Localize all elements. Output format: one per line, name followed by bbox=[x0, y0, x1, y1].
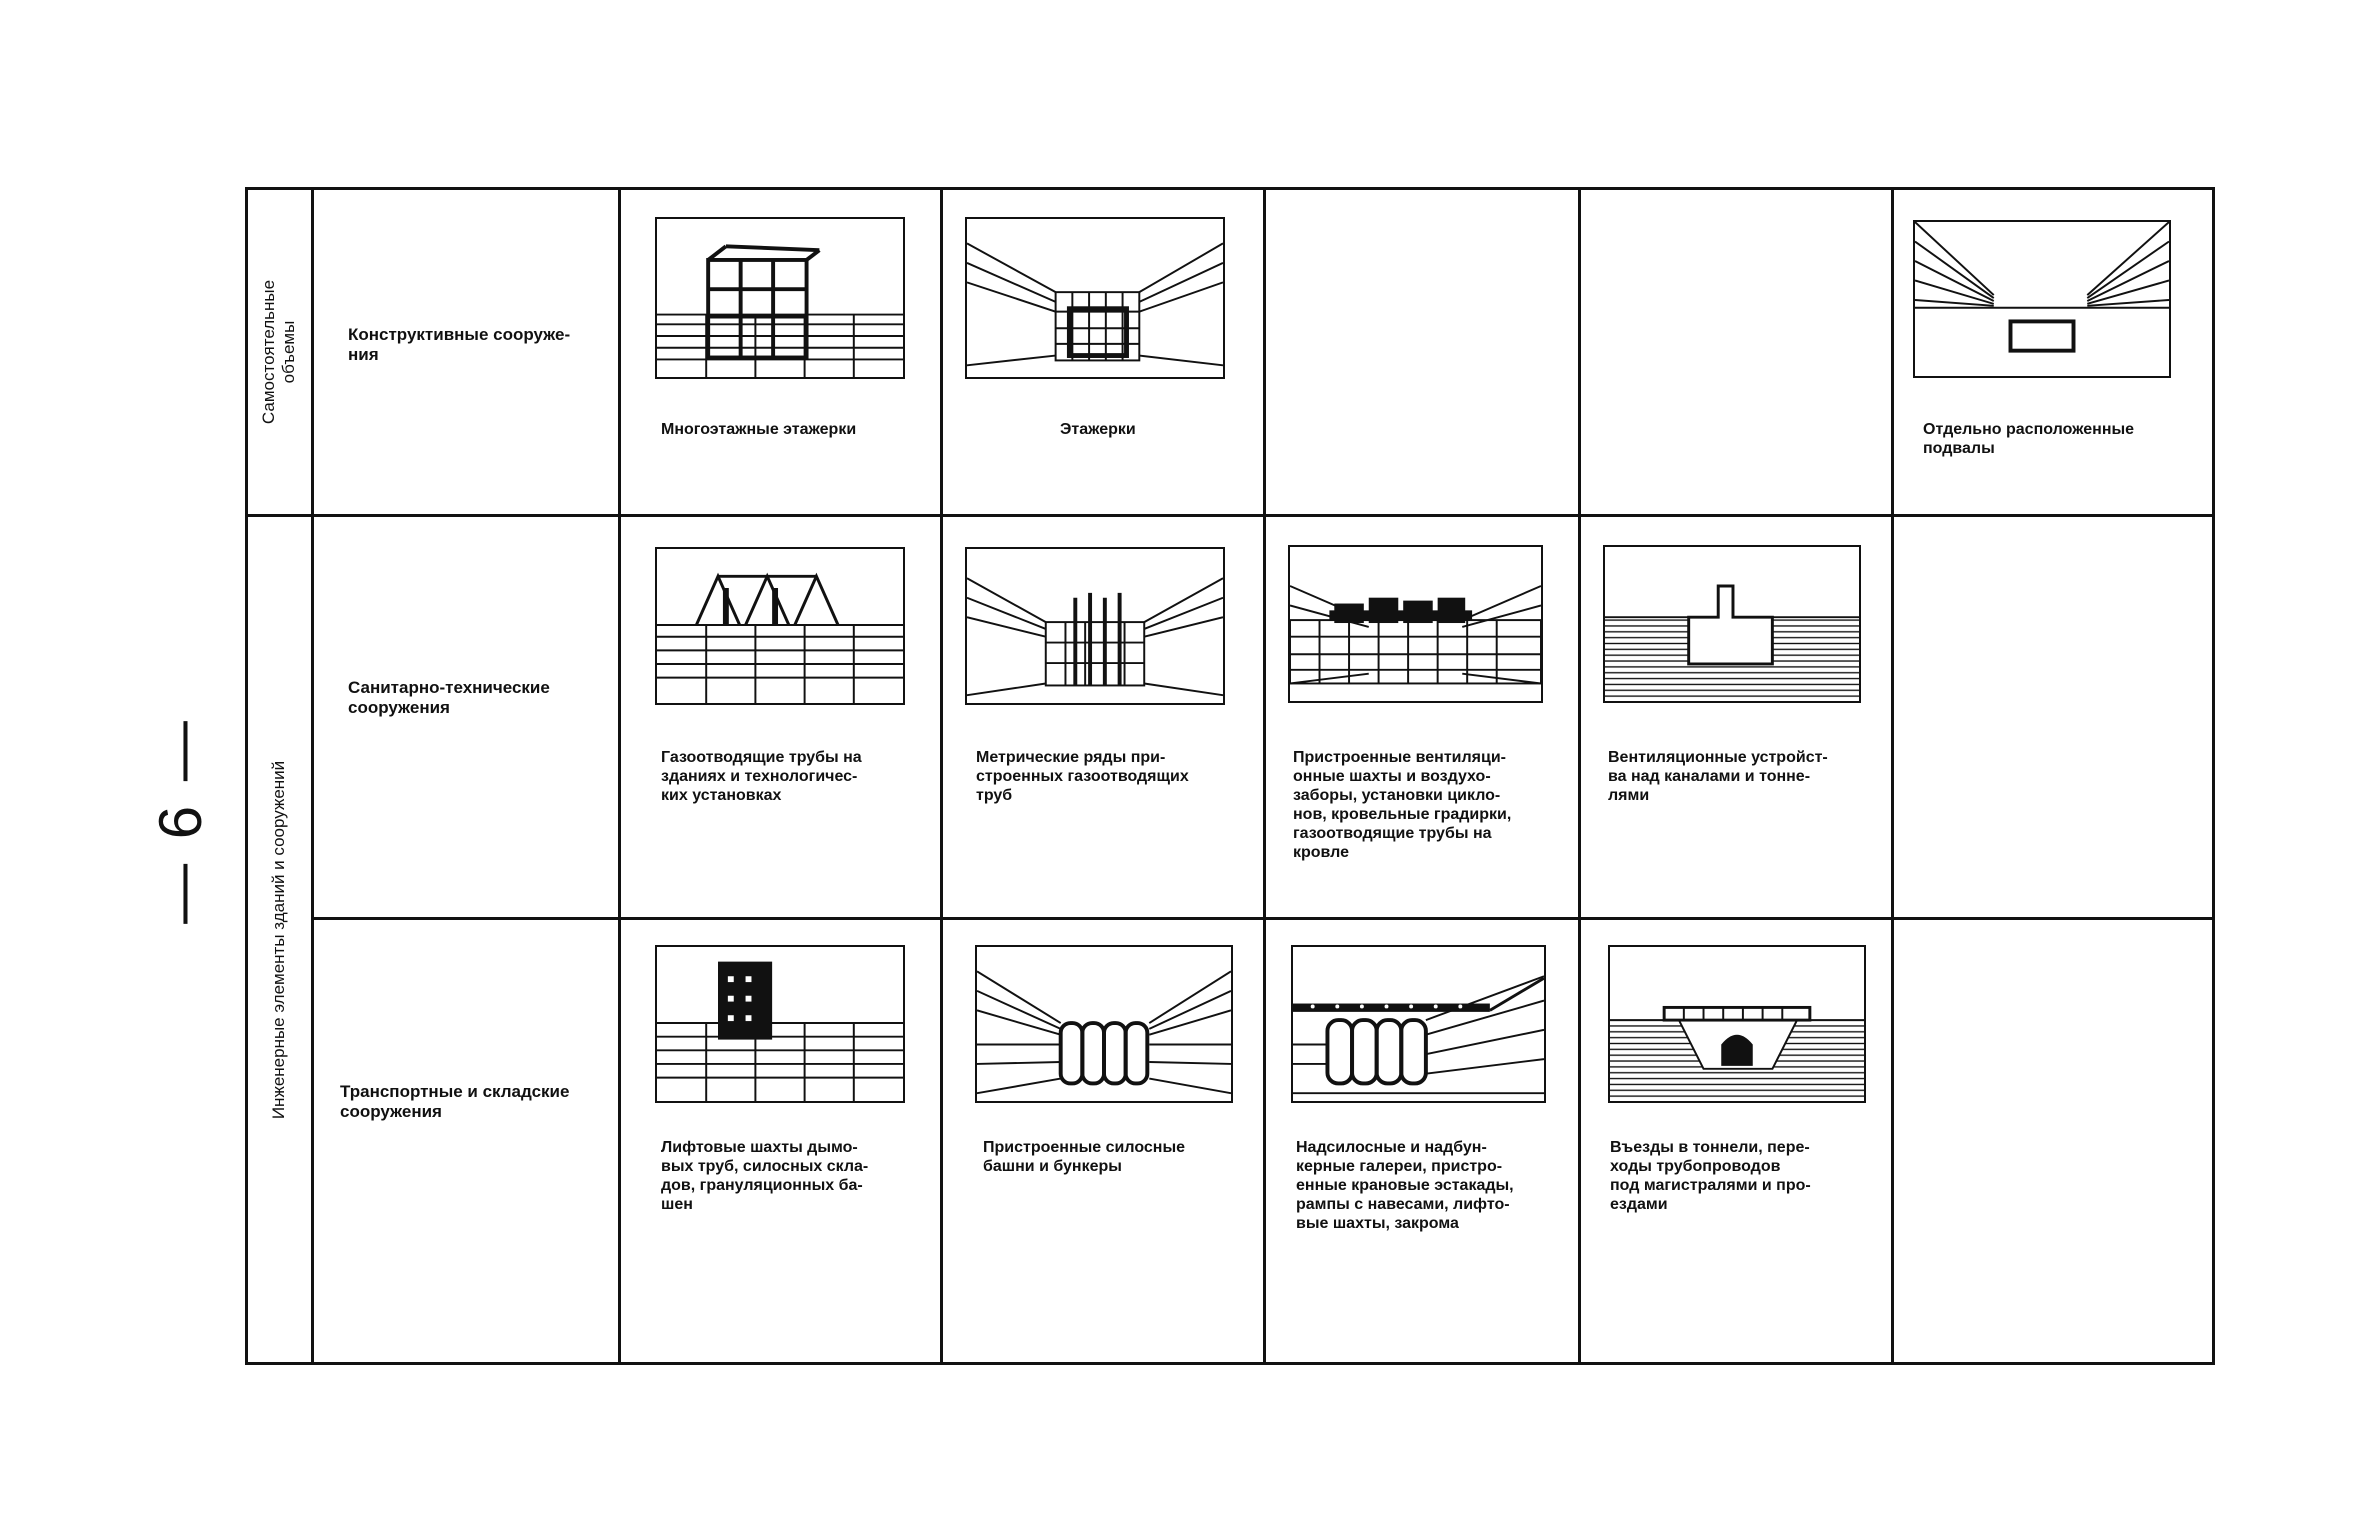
cell-caption: Надсилосные и надбун- керные галереи, пристро- енные крановые эстакады, рампы с навесами, лифто- вые шахты, закрома bbox=[1296, 1139, 1514, 1232]
cell-caption: Отдельно расположенные подвалы bbox=[1923, 421, 2135, 457]
grid-line bbox=[311, 190, 314, 1362]
grid-line bbox=[1891, 190, 1894, 1362]
classification-table bbox=[245, 187, 2215, 1365]
cell-caption: Метрические ряды при- строенных газоотводящих труб bbox=[976, 749, 1189, 804]
basement-icon bbox=[1913, 220, 2171, 378]
pipe-rows-icon bbox=[965, 547, 1225, 705]
cell-caption: Вентиляционные устройст- ва над каналами и тонне- лями bbox=[1608, 749, 1828, 804]
grid-line bbox=[311, 917, 2212, 920]
row-label-transport: Транспортные и складские сооружения bbox=[340, 1082, 570, 1121]
grid-line bbox=[940, 190, 943, 1362]
group-label-engineering: Инженерные элементы зданий и сооружений bbox=[269, 760, 289, 1119]
row-label-structural: Конструктивные сооруже- ния bbox=[348, 325, 571, 364]
cell-caption: Въезды в тоннели, пере- ходы трубопроводов под магистралями и про- ездами bbox=[1610, 1139, 1811, 1213]
roof-ventilation-icon bbox=[1288, 545, 1543, 703]
grid-line bbox=[1578, 190, 1581, 1362]
cell-caption: Этажерки bbox=[1060, 421, 1136, 438]
multistorey-frame-icon bbox=[655, 217, 905, 379]
cell-caption: Пристроенные силосные башни и бункеры bbox=[983, 1139, 1185, 1175]
frame-in-room-icon bbox=[965, 217, 1225, 379]
page-number bbox=[130, 716, 230, 924]
cell-caption: Пристроенные вентиляци- онные шахты и воздухо- заборы, установки цикло- нов, кровельные градирки, газоотводящие трубы на кровле bbox=[1293, 749, 1512, 861]
cell-caption: Лифтовые шахты дымо- вых труб, силосных скла- дов, грануляционных ба- шен bbox=[661, 1139, 869, 1213]
exhaust-pipes-roof-icon bbox=[655, 547, 905, 705]
tunnel-entrance-icon bbox=[1608, 945, 1866, 1103]
tunnel-ventilation-icon bbox=[1603, 545, 1861, 703]
grid-line bbox=[618, 190, 621, 1362]
elevator-shaft-icon bbox=[655, 945, 905, 1103]
silo-towers-icon bbox=[975, 945, 1233, 1103]
silo-gallery-icon bbox=[1291, 945, 1546, 1103]
row-label-sanitary: Санитарно-технические сооружения bbox=[348, 678, 550, 717]
grid-line bbox=[1263, 190, 1266, 1362]
group-label-standalone: Самостоятельные объемы bbox=[259, 279, 299, 425]
grid-line bbox=[248, 514, 2212, 517]
page-number-text: — 6 — bbox=[146, 716, 214, 924]
cell-caption: Газоотводящие трубы на зданиях и технологичес- ких установках bbox=[661, 749, 862, 804]
cell-caption: Многоэтажные этажерки bbox=[661, 421, 857, 438]
